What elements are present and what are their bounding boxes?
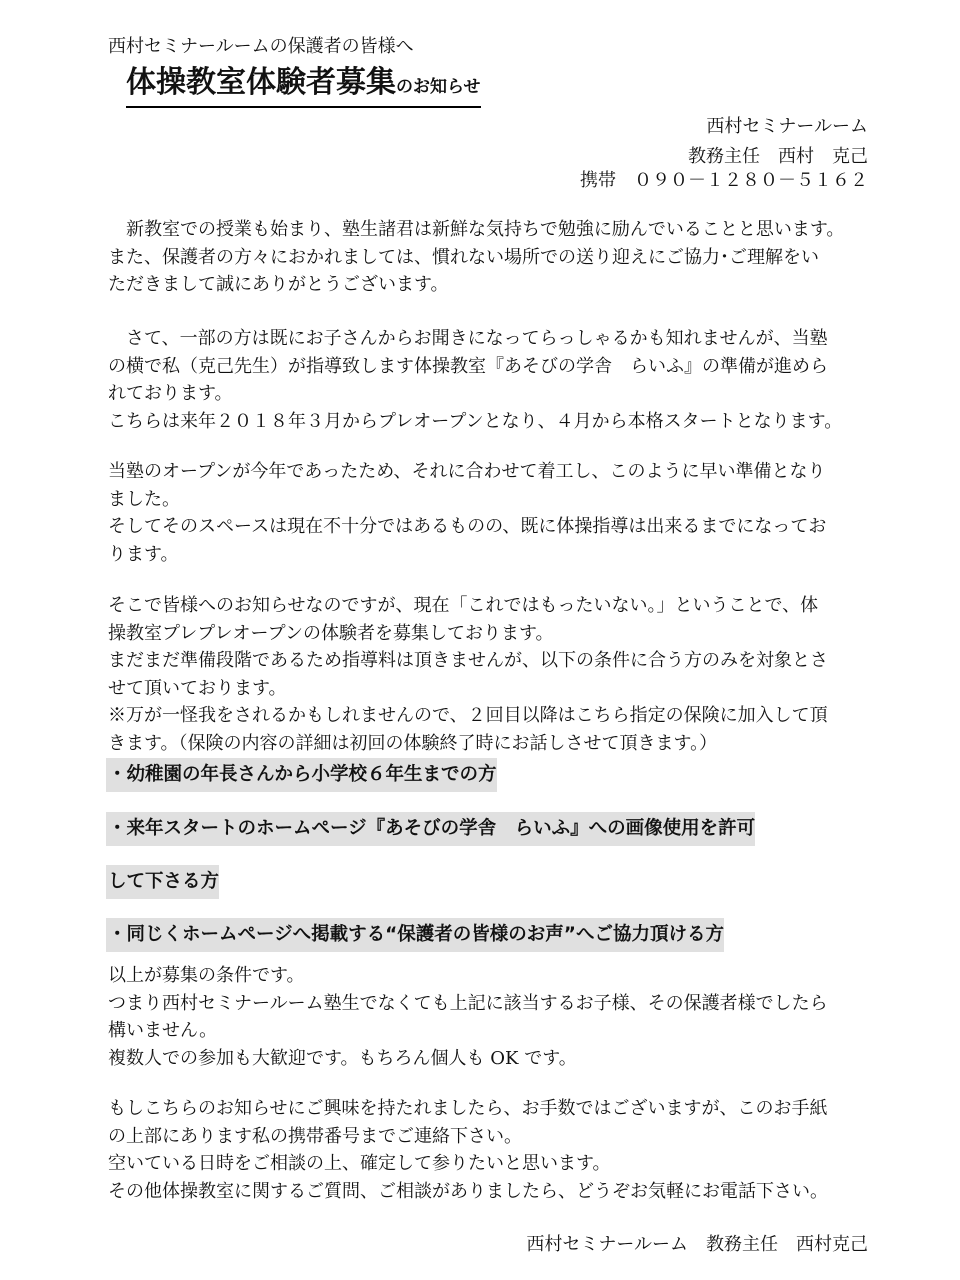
text-line: そこで皆様へのお知らせなのですが、現在「これではもったいない。」ということで、体 xyxy=(108,595,819,616)
text-line: 操教室プレプレオープンの体験者を募集しております。 xyxy=(108,622,554,644)
text-line: また、保護者の方々におかれましては、慣れない場所での送り迎えにご協力･ご理解をい xyxy=(108,246,819,268)
sender-phone: 携帯 ０９０－１２８０－５１６２ xyxy=(580,170,868,191)
text-line: もしこちらのお知らせにご興味を持たれましたら、お手数ではございますが、このお手紙 xyxy=(108,1098,828,1119)
paragraph-background xyxy=(108,458,898,568)
paragraph-announcement xyxy=(108,325,898,435)
paragraph-intro xyxy=(108,216,898,299)
text-line: つまり西村セミナールーム塾生でなくても上記に該当するお子様、その保護者様でしたら xyxy=(108,992,828,1014)
paragraph-contact xyxy=(108,1095,898,1205)
paragraph-conditions-summary xyxy=(108,962,898,1072)
signature: 西村セミナールーム 教務主任 西村克己 xyxy=(526,1234,868,1255)
sender-role-name: 教務主任 西村 克己 xyxy=(688,146,868,167)
text-line: そしてそのスペースは現在不十分ではあるものの、既に体操指導は出来るまでになってお xyxy=(108,516,827,537)
text-line: 新教室での授業も始まり、塾生諸君は新鮮な気持ちで勉強に励んでいることと思います。 xyxy=(126,219,845,240)
text-line: れております。 xyxy=(108,383,233,404)
paragraph-recruitment xyxy=(108,592,898,757)
text-line: きます。（保険の内容の詳細は初回の体験終了時にお話しさせて頂きます。） xyxy=(108,732,718,754)
text-line: の横で私（克己先生）が指導致します体操教室『あそびの学舎 らいふ』の準備が進めら xyxy=(108,355,828,377)
text-line: ります。 xyxy=(108,543,179,565)
text-line: ました。 xyxy=(108,488,180,510)
title-sub: のお知らせ xyxy=(396,77,481,97)
text-line: ただきまして誠にありがとうございます。 xyxy=(108,274,449,295)
text-line: 空いている日時をご相談の上、確定して参りたいと思います。 xyxy=(108,1153,611,1174)
text-line: の上部にあります私の携帯番号までご連絡下さい。 xyxy=(108,1125,522,1147)
text-line: さて、一部の方は既にお子さんからお聞きになってらっしゃるかも知れませんが、当塾 xyxy=(126,328,828,349)
condition-item: ・幼稚園の年長さんから小学校６年生までの方 xyxy=(106,758,497,792)
page-title xyxy=(126,66,481,108)
text-line: その他体操教室に関するご質問、ご相談がありましたら、どうぞお気軽にお電話下さい。 xyxy=(108,1180,828,1202)
condition-item: ・来年スタートのホームページ『あそびの学舎 らいふ』への画像使用を許可 xyxy=(106,812,755,846)
condition-item-continued: して下さる方 xyxy=(106,865,219,899)
text-line: こちらは来年２０１８年３月からプレオープンとなり、４月から本格スタートとなります。 xyxy=(108,410,843,432)
text-line: 複数人での参加も大歓迎です。もちろん個人も OK です。 xyxy=(108,1047,577,1069)
text-line: 以上が募集の条件です。 xyxy=(108,965,305,986)
sender-org: 西村セミナールーム xyxy=(706,116,868,137)
salutation: 西村セミナールームの保護者の皆様へ xyxy=(108,36,414,57)
text-line: まだまだ準備段階であるため指導料は頂きませんが、以下の条件に合う方のみを対象とさ xyxy=(108,650,828,671)
condition-item: ・同じくホームページへ掲載する“保護者の皆様のお声”へご協力頂ける方 xyxy=(106,918,724,952)
text-line: 当塾のオープンが今年であったため、それに合わせて着工し、このように早い準備となり xyxy=(108,461,826,482)
title-main: 体操教室体験者募集 xyxy=(126,65,396,100)
text-line: ※万が一怪我をされるかもしれませんので、２回目以降はこちら指定の保険に加入して頂 xyxy=(108,705,828,726)
text-line: 構いません。 xyxy=(108,1020,218,1041)
text-line: せて頂いております。 xyxy=(108,677,287,699)
